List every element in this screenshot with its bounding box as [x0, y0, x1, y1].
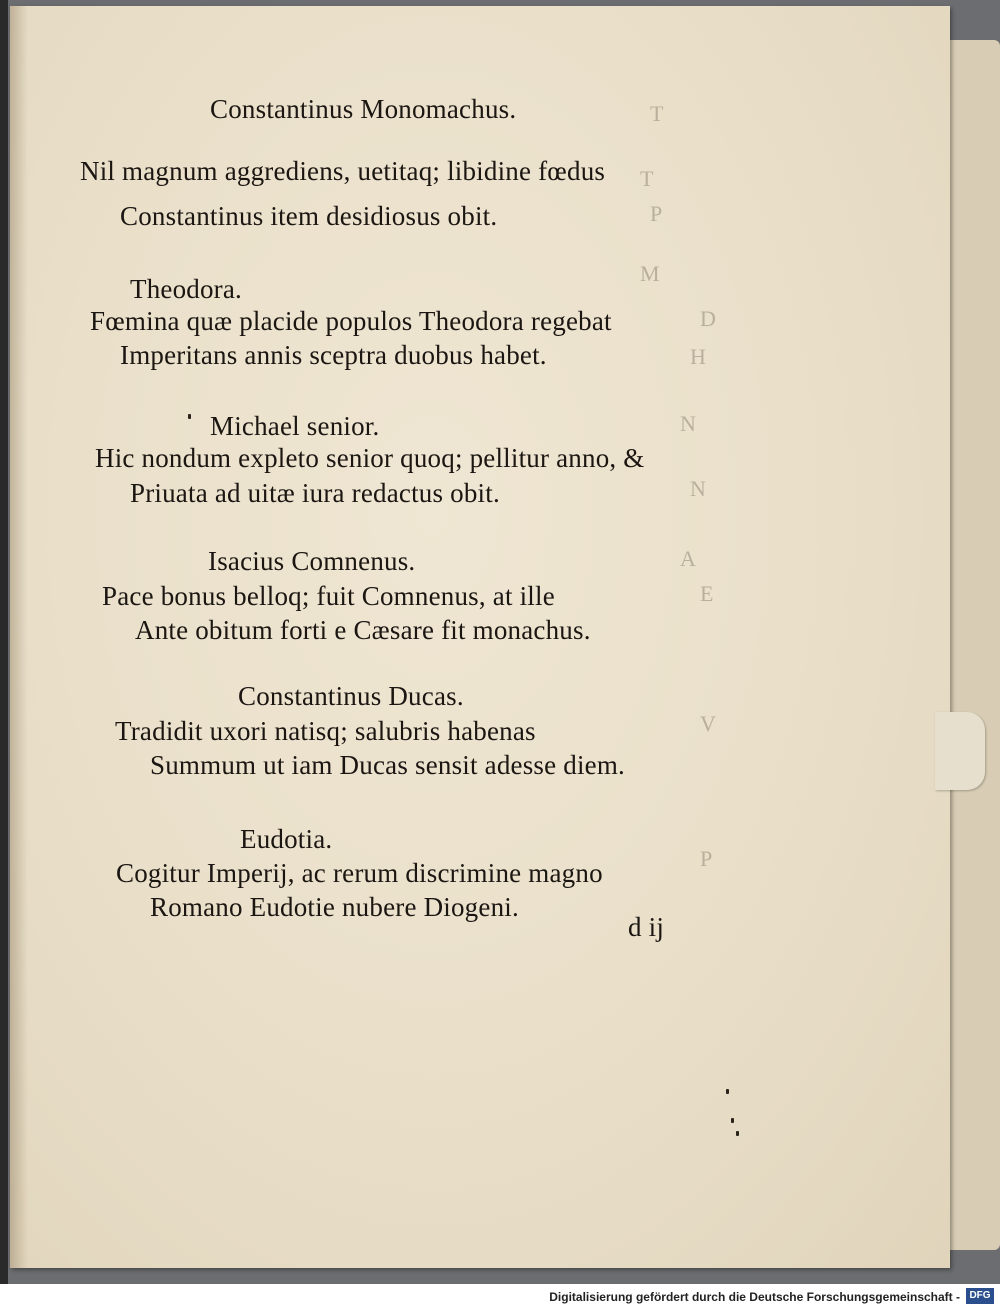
- verse-line: Summum ut iam Ducas sensit adesse diem.: [150, 750, 625, 780]
- ink-speck: [736, 1131, 739, 1136]
- stanza-title: Eudotia.: [240, 824, 333, 854]
- dfg-logo: DFG: [966, 1288, 994, 1304]
- stanza-title: Constantinus Ducas.: [238, 681, 464, 711]
- verse-line: Priuata ad uitæ iura redactus obit.: [130, 478, 500, 508]
- stanza-title: Theodora.: [130, 274, 243, 304]
- verse-line: Pace bonus belloq; fuit Comnenus, at ille: [102, 581, 555, 611]
- show-through-text: N: [680, 411, 696, 436]
- show-through-text: E: [700, 581, 714, 606]
- verse-line: Romano Eudotie nubere Diogeni.: [150, 892, 519, 922]
- ink-mark: [188, 414, 191, 419]
- verse-line: Imperitans annis sceptra duobus habet.: [120, 340, 547, 370]
- page-tab-marker: [935, 712, 985, 790]
- show-through-text: D: [700, 306, 716, 331]
- scan-ruler: [0, 0, 8, 1284]
- ink-speck: [726, 1089, 729, 1094]
- stanza-title: Michael senior.: [210, 411, 380, 441]
- show-through-text: N: [690, 476, 706, 501]
- verse-line: Fœmina quæ placide populos Theodora regebat: [90, 306, 612, 336]
- ink-speck: [731, 1118, 734, 1123]
- show-through-text: P: [700, 846, 713, 871]
- verse-line: Hic nondum expleto senior quoq; pellitur anno, &: [95, 443, 645, 473]
- show-through-text: H: [690, 344, 706, 369]
- book-page: [10, 6, 950, 1268]
- show-through-text: T: [640, 166, 654, 191]
- signature-mark: d ij: [628, 912, 665, 942]
- verse-line: Constantinus item desidiosus obit.: [120, 201, 498, 231]
- show-through-text: M: [640, 261, 660, 286]
- show-through-text: T: [650, 101, 664, 126]
- verse-line: Cogitur Imperij, ac rerum discrimine magno: [116, 858, 603, 888]
- footer-credit: Digitalisierung gefördert durch die Deutsche Forschungsgemeinschaft -: [549, 1290, 960, 1304]
- show-through-text: P: [650, 201, 663, 226]
- show-through-text: V: [700, 711, 716, 736]
- verse-line: Nil magnum aggrediens, uetitaq; libidine fœdus: [80, 156, 606, 186]
- page-heading: Constantinus Monomachus.: [210, 94, 517, 124]
- show-through-text: A: [680, 546, 696, 571]
- verse-line: Tradidit uxori natisq; salubris habenas: [115, 716, 536, 746]
- stanza-title: Isacius Comnenus.: [208, 546, 416, 576]
- page-gutter-shadow: [10, 6, 28, 1268]
- verse-line: Ante obitum forti e Cæsare fit monachus.: [135, 615, 591, 645]
- footer-bar: [0, 1284, 1000, 1310]
